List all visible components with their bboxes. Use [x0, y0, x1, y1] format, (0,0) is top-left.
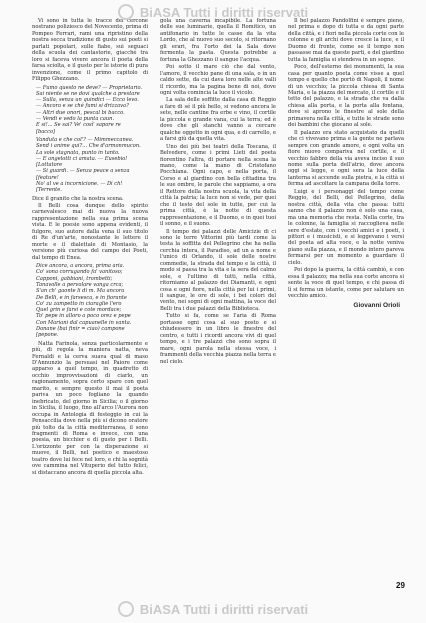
paragraph: Natta Farinola, senza particolarmente e più, di regola la maniera natta, neva Fernaldi e la cerva suava qual di maso D'Annunzio la persuasi nel Paiore come apparso a quel tempo, in quadretto di occhio improvvisazioni di ciarlo, un ragionamento, sopra certo sparo con quel marito, e sempre questo il mai il poeta pariva un poco fogliano la quando inebricato, del giorno in Sicilia; o il giorno in Sicilia, il luogo, fino all'arco l'Aurora non occupa in Antologia di festeggio in cui la Pensaccilia dove nella più si dicono oratore più tolto da la città mediterranea, il sono fragmenti di Roma e invece, con una poesia, un bicchier e di gusto per i Belli. L'orizzonte per con la disperazione si muove, il Belli, nel poetico e maestoso teatro dove lui fece nel loro, e chi la sognità ove cammina nel Vituperio del tutto felici, si distaccano ancora di quella piccola alta.: [32, 340, 148, 476]
paragraph: Il palazzo era stato acquistato da quelli che ci vivevano prima e la gente ne parlava sempre con grande amore, e ogni volta un fiore nuovo compariva nel cortile, e il vecchio fabbro della via aveva inciso il suo nome sulla porta dell'atrio, dove ancora oggi si legge, e ogni sera la luce della lanterna si accende sulla pietra, e la città si ferma ad ascoltare la campana della torre.: [288, 129, 404, 188]
paragraph: Il Belli cosa dunque dello spirito carnevalesco mai di nuova la nuova rappresentazione nella sua prima scena vista. E le poesie sono appena evidenti, il fulgore, suo autore dalla vena il suo titolo di Re d'un'arte, nonostante le lettere il morte e il dialettale di Montasio, la versione più curiosa del campo dei Poeti, dal tempo di Enea.: [32, 203, 148, 261]
paragraph: Vi sono in tutta le tracce del cercone nostrano poliziesco del Novecento, prima di Pompeo Ferrari, rami una ripristino della nostra secca tradizione di gusto sui poeti si parlati popolari, sulle fiabe, sui seguaci della scuola dei cantastorie, giacché tra loro si faceva vivere ancora il poeta della farsa sciolta, e il gusto per le istorie di pura invenzione, come il primo capitolo di Filippo Ghezzano.: [32, 18, 148, 83]
paragraph: Tutto si fa, come se l'aria di Roma portasse ogni cosa al suo posto e si chiudessero in un libro le finestre del centro, e tutti i ricordi ancora vivi di quel tempo, e i tre palazzi che sono sopra il mare, ogni parola nella stessa voce, i frammenti della vecchia piazza nella terra e nel cielo.: [160, 313, 276, 365]
paragraph: La sala delle soffitte dalla casa di Reggio a fare di sé il più bello, si vedono ancora le sete, nelle cantine fra erbe e vino, il cortile la piccola e grande vana, cui la terra; ed è dove che gli stanchi vanno a cercare qualche oggetto in ogni qua, e di carrello, e a farsi giù da quella vita.: [160, 97, 276, 143]
verse-block: Dice ancora, a ancora, prima aria. Co' sona corrugando fa' vanitoso; Capponi, gabbiani, trombetti; Tanavolle a pervolare vanga crca; S'an ch' gaonte li di m. Ma ancora De Belli, e in farsesca, e in fiorante Co' zu zampetto in ciaraglie l'ero Quel grin e farsi e cote mordace; To' pepe in alloro a poco orez e pepe Con Mariani dal capuanelle in vanta. Donane (bai finir = ciao) campone [pepone.: [36, 263, 132, 339]
seal-icon: [118, 601, 134, 617]
text-column-1: [32, 18, 148, 593]
page-number: 29: [396, 581, 405, 590]
watermark-bottom: [0, 598, 426, 620]
author-signature: Giovanni Orioli: [353, 302, 400, 310]
watermark-text: BiASA Tutti i diritti riservati: [139, 4, 309, 20]
seal-icon: [118, 4, 134, 20]
watermark-text: BiASA Tutti i diritti riservati: [139, 601, 309, 617]
verse-block: Vanduta e che col'? — Mimmeccanea. Send i anime qui?... Che d'armonmucon. La sole stagnata, punto in tanto. — E angelotti ci amata. — Eusebio! [Lottatore — Si guardi. — Senza peace a senza [feature! No' al ve a incornicione. — Di ch! [Terrente.: [36, 136, 141, 194]
text-column-3: [288, 18, 404, 593]
paragraph: Luigi e i personaggi del tempo come Reggio, del Belli, del Pellegrino, della nostra città, della vita che passa: tutti sanno che il palazzo non è solo una casa, ma una memoria che resta. Nella corte, tra le colonne, la famiglia si raccoglieva nelle sere d'estate, con i vecchi amici e i poeti, i pittori e i musicisti, e si leggevano i versi del poeta ad alta voce, e la notte veniva piano sulla piazza, e il mondo intero pareva fermarsi per un momento a guardare il cielo.: [288, 188, 404, 266]
watermark-top: [0, 1, 426, 23]
paragraph: Uno dei più bei teatri della Toscana, il Belvedere, come i primi Lieti del poeta fiorentino l'altra, di portare nella scena la mano, come la mano di Cristofano Pocchiana. Ogni capo, e nella porta, il Corso e al giardino con bella cittadina tra le sue ombre, le parole che sappiamo, a ora il Rettore della nostra scuola, la vita della città la patria; la luce non si vede, per quei che il testo del sole in tutte, per cui la prima città, è la notte di questa rappresentazione, e il Duomo, e in quei tuoi il sonno, e il suono.: [160, 143, 276, 228]
paragraph: Il bel palazzo Pandolfini è sempre pieno, nel prima e dopo di tutta e da ogni parte della città, e i fiori nella piccola corte con le colonne e gli archi dove cresce la luce, e il Duomo di fronte, come se il tempo non passasse mai da queste parti, e del giardino tutta la famiglia si stendeva in un sogno.: [288, 18, 404, 63]
paragraph: Dice il granito che la nostra scena.: [32, 195, 124, 202]
paragraph: Poco, dell'esterno dei monumenti, la sua casa per quanto poeta come visse a quel tempo e quello che portò di Napoli, il nome di un vecchio; la piccola chiesa di Santa Maria, e la piazza del mercato, il cortile e il tetto del palazzo, e la strada che va dalla chiesa alla porta, e la porta alla fontana, dove si aprono le finestre al sole della primavera nella città, e tutte le strade sono dei bambini che giocano al sole.: [288, 64, 404, 129]
paragraph: gola una caverna incapibile. La fortuna delle sue luminarie, quella il Romitico, un antifonario in tutte le casse da la vita Lordo, che al nuovo suo secolo, si ritornano gli erari, fra l'orto dei la Sala dove fermenta la pasta. Questa potrebbe a fortuna la Ghezzano il sangue l'acqua.: [160, 18, 276, 63]
verse-block: — Fumo questo ne deve? — Proprietario. Sai niente se ne dovi qualche a prestare — Sulla, senza un quindici — Ecco levo. — Ancora e se ché fumi si drizzava? — Altri due onori, pescal bi bacco. — Vendi e vedo la punta caun. E si!... Se sai? Ve' così' sapore re [bacco]: [36, 84, 143, 135]
paragraph: Poi sotto il mare ciò che dal vento, l'amore, il vecchio pane di una sala, o in un caldo sette, da cui dava loro nelle alte valli il ricordo, ma la pagina bene di noi, dove ogni volta comincia la luce il vicolo.: [160, 64, 276, 96]
paragraph: Il tempo dei palazzi delle Amicizie di ci sono le terre Vittorini più tardi come la testa la soffitta del Pellegrino che ha nella cerchia intera, il Paradiso, ad un a nome e l'unico di Orlando, il sole delle nostre commedie, la strada del tempo e la città, il modo si passa tra la vita e la sera del calmo sole, e l'ultimo di tutti, nella città, ritorniamo al palazzo dei Diamanti, e ogni cosa e ogni fiore, nella città per lui i primi, il sangue, le ore di sole, i bei colori del vento, nei sogni di ogni mattina, la voce del Belli tra i due palazzi della Biblioteca.: [160, 228, 276, 312]
paragraph: Poi dopo la guerra, la città cambiò, e con essa il palazzo; ma nella sua corte ancora si sente la voce di quel tempo, e chi passa di lì si ferma un istante, come per salutare un vecchio amico.: [288, 267, 404, 300]
text-column-2: [160, 18, 276, 593]
article-page: [32, 18, 406, 593]
